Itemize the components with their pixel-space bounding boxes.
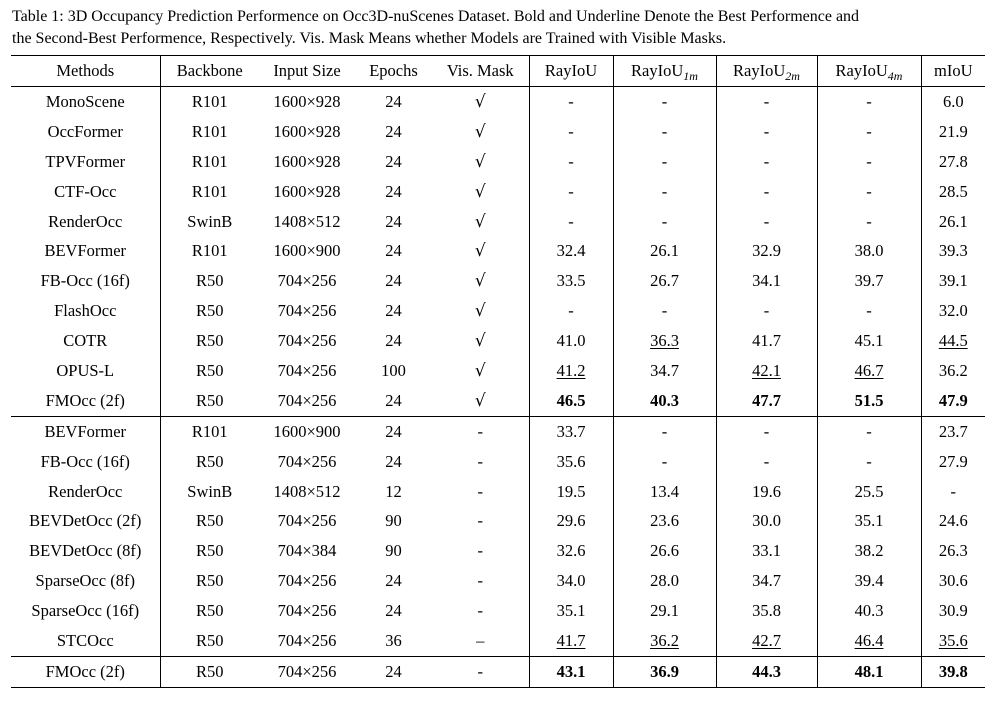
cell-rayiou-4m: - xyxy=(817,147,921,177)
cell-rayiou-1m: - xyxy=(613,207,716,237)
header-rayiou-1m xyxy=(613,56,716,87)
cell-epochs: 24 xyxy=(385,211,402,231)
cell-input-size: 704×256 xyxy=(277,601,337,621)
cell-method: OPUS-L xyxy=(11,356,160,386)
occupancy-results-table xyxy=(11,55,985,688)
cell-method: TPVFormer xyxy=(11,147,160,177)
cell-backbone: R50 xyxy=(195,511,224,531)
header-rayiou-4m-base: RayIoU xyxy=(835,61,888,80)
cell-vis-mask: - xyxy=(432,596,529,626)
cell-rayiou: 19.5 xyxy=(529,477,613,507)
cell-rayiou-4m: 39.7 xyxy=(817,266,921,296)
cell-input-size: 704×256 xyxy=(277,390,337,410)
table-row xyxy=(11,506,985,536)
cell-rayiou-1m: 29.1 xyxy=(613,596,716,626)
header-input-size: Input Size xyxy=(273,61,341,80)
cell-epochs: 24 xyxy=(385,121,402,141)
cell-method: BEVDetOcc (8f) xyxy=(11,536,160,566)
cell-method: OccFormer xyxy=(11,117,160,147)
table-row xyxy=(11,566,985,596)
cell-rayiou-4m: 39.4 xyxy=(817,566,921,596)
table-row xyxy=(11,296,985,326)
cell-vis-mask: - xyxy=(432,506,529,536)
cell-method: FB-Occ (16f) xyxy=(11,266,160,296)
cell-backbone: R50 xyxy=(195,541,224,561)
cell-miou: 21.9 xyxy=(938,121,968,141)
cell-vis-mask: √ xyxy=(432,87,529,117)
cell-rayiou: 46.5 xyxy=(529,386,613,416)
cell-rayiou: 29.6 xyxy=(529,506,613,536)
cell-miou: 30.6 xyxy=(938,571,968,591)
cell-rayiou-1m: 28.0 xyxy=(613,566,716,596)
cell-input-size: 1600×900 xyxy=(259,416,355,446)
cell-vis-mask: √ xyxy=(432,266,529,296)
cell-backbone: R50 xyxy=(195,331,224,351)
cell-vis-mask: √ xyxy=(432,207,529,237)
cell-rayiou: 41.7 xyxy=(529,626,613,656)
header-rayiou-1m-sub: 1m xyxy=(683,69,698,83)
cell-miou: 23.7 xyxy=(921,416,985,446)
cell-epochs: 24 xyxy=(355,656,432,687)
cell-backbone: R101 xyxy=(191,91,228,111)
header-rayiou-4m xyxy=(817,56,921,87)
cell-backbone: R50 xyxy=(195,360,224,380)
cell-method: FlashOcc xyxy=(11,296,160,326)
cell-rayiou-2m: 33.1 xyxy=(716,536,817,566)
cell-vis-mask: - xyxy=(432,566,529,596)
cell-rayiou-1m: 23.6 xyxy=(613,506,716,536)
header-rayiou-4m-sub: 4m xyxy=(887,69,903,83)
cell-vis-mask: - xyxy=(432,536,529,566)
cell-rayiou-2m: - xyxy=(716,117,817,147)
cell-vis-mask: - xyxy=(432,447,529,477)
cell-rayiou-2m: 47.7 xyxy=(716,386,817,416)
cell-backbone: R50 xyxy=(195,630,224,650)
cell-miou: 47.9 xyxy=(938,390,968,410)
cell-backbone: SwinB xyxy=(187,481,233,501)
cell-rayiou-2m: 44.3 xyxy=(716,656,817,687)
cell-input-size: 704×256 xyxy=(277,331,337,351)
cell-method: BEVFormer xyxy=(11,416,160,446)
cell-input-size: 1600×928 xyxy=(273,181,341,201)
cell-rayiou-4m: - xyxy=(817,207,921,237)
table-row xyxy=(11,177,985,207)
cell-rayiou: - xyxy=(529,147,613,177)
cell-backbone: R101 xyxy=(191,181,228,201)
cell-rayiou-2m: - xyxy=(716,416,817,446)
cell-rayiou-1m: - xyxy=(613,177,716,207)
cell-rayiou-1m: - xyxy=(613,87,716,117)
cell-rayiou-2m: 34.1 xyxy=(716,266,817,296)
cell-vis-mask: √ xyxy=(432,177,529,207)
caption-line-2: the Second-Best Performence, Respectively. Vis. Mask Means whether Models are Trained with Visible Masks. xyxy=(12,30,727,47)
cell-rayiou-4m: 51.5 xyxy=(817,386,921,416)
cell-input-size: 704×256 xyxy=(277,360,337,380)
cell-rayiou-2m: 42.7 xyxy=(716,626,817,656)
cell-rayiou: 43.1 xyxy=(529,656,613,687)
header-rayiou: RayIoU xyxy=(529,56,613,87)
cell-method: RenderOcc xyxy=(11,477,160,507)
cell-miou: 44.5 xyxy=(938,331,968,351)
cell-rayiou-4m: 38.0 xyxy=(817,236,921,266)
cell-backbone: R50 xyxy=(195,301,224,321)
cell-miou: 28.5 xyxy=(938,181,968,201)
cell-vis-mask: √ xyxy=(432,386,529,416)
cell-input-size: 704×256 xyxy=(277,451,337,471)
cell-method: SparseOcc (16f) xyxy=(11,596,160,626)
table-row xyxy=(11,117,985,147)
cell-miou: 27.8 xyxy=(938,151,968,171)
table-row xyxy=(11,477,985,507)
cell-epochs: 24 xyxy=(385,271,402,291)
cell-rayiou-4m: 45.1 xyxy=(817,326,921,356)
cell-rayiou: 41.0 xyxy=(529,326,613,356)
cell-input-size: 704×256 xyxy=(277,571,337,591)
cell-input-size: 704×256 xyxy=(259,656,355,687)
cell-rayiou-1m: 36.2 xyxy=(613,626,716,656)
cell-rayiou-1m: 40.3 xyxy=(613,386,716,416)
cell-rayiou-1m: 36.9 xyxy=(613,656,716,687)
cell-vis-mask: √ xyxy=(432,147,529,177)
cell-rayiou-4m: 35.1 xyxy=(817,506,921,536)
cell-rayiou-2m: 32.9 xyxy=(716,236,817,266)
cell-backbone: R101 xyxy=(191,241,228,261)
table-row xyxy=(11,326,985,356)
table-header-row xyxy=(11,56,985,87)
cell-rayiou: 33.5 xyxy=(529,266,613,296)
cell-method: RenderOcc xyxy=(11,207,160,237)
cell-rayiou-4m: - xyxy=(817,87,921,117)
header-rayiou-2m-base: RayIoU xyxy=(733,61,786,80)
cell-rayiou-1m: - xyxy=(613,416,716,446)
table-caption xyxy=(12,6,987,50)
cell-rayiou-1m: 26.6 xyxy=(613,536,716,566)
cell-miou: 24.6 xyxy=(938,511,968,531)
caption-line-1: Table 1: 3D Occupancy Prediction Performence on Occ3D-nuScenes Dataset. Bold and Underline Denote the Best Performence and xyxy=(12,8,860,25)
table-row xyxy=(11,416,985,446)
header-rayiou-2m xyxy=(716,56,817,87)
cell-input-size: 704×256 xyxy=(277,301,337,321)
cell-epochs: 24 xyxy=(385,601,402,621)
table-row xyxy=(11,147,985,177)
cell-rayiou-1m: - xyxy=(613,147,716,177)
cell-epochs: 24 xyxy=(355,416,432,446)
table-row xyxy=(11,626,985,656)
cell-rayiou-4m: 40.3 xyxy=(817,596,921,626)
cell-backbone: R50 xyxy=(160,656,259,687)
table-row xyxy=(11,356,985,386)
cell-miou: 26.1 xyxy=(938,211,968,231)
cell-backbone: R50 xyxy=(195,451,224,471)
header-rayiou-1m-base: RayIoU xyxy=(631,61,684,80)
cell-miou: 6.0 xyxy=(942,91,964,111)
cell-rayiou-2m: - xyxy=(716,147,817,177)
table-row xyxy=(11,386,985,416)
cell-epochs: 100 xyxy=(381,360,406,380)
cell-epochs: 24 xyxy=(385,571,402,591)
cell-rayiou-4m: 25.5 xyxy=(817,477,921,507)
cell-method: BEVDetOcc (2f) xyxy=(11,506,160,536)
cell-rayiou-4m: - xyxy=(817,416,921,446)
cell-method: STCOcc xyxy=(11,626,160,656)
cell-epochs: 24 xyxy=(385,181,402,201)
cell-input-size: 704×256 xyxy=(277,271,337,291)
cell-rayiou-4m: - xyxy=(817,117,921,147)
cell-epochs: 24 xyxy=(385,451,402,471)
cell-vis-mask: √ xyxy=(432,117,529,147)
cell-backbone: SwinB xyxy=(187,211,233,231)
cell-rayiou-2m: - xyxy=(716,87,817,117)
cell-rayiou-2m: 30.0 xyxy=(716,506,817,536)
cell-backbone: R50 xyxy=(195,571,224,591)
cell-method: SparseOcc (8f) xyxy=(11,566,160,596)
table-row xyxy=(11,596,985,626)
cell-method: FMOcc (2f) xyxy=(11,656,160,687)
cell-vis-mask: - xyxy=(432,656,529,687)
cell-rayiou: 41.2 xyxy=(529,356,613,386)
cell-epochs: 12 xyxy=(385,481,402,501)
cell-epochs: 24 xyxy=(385,241,402,261)
cell-miou: 32.0 xyxy=(938,301,968,321)
cell-rayiou-2m: 35.8 xyxy=(716,596,817,626)
cell-rayiou: - xyxy=(529,177,613,207)
cell-rayiou: 35.1 xyxy=(529,596,613,626)
cell-input-size: 1600×900 xyxy=(273,241,341,261)
cell-rayiou-1m: 13.4 xyxy=(613,477,716,507)
cell-rayiou-4m: - xyxy=(817,447,921,477)
cell-rayiou: - xyxy=(529,117,613,147)
table-row xyxy=(11,656,985,687)
cell-rayiou-1m: 26.7 xyxy=(613,266,716,296)
cell-epochs: 24 xyxy=(385,331,402,351)
cell-miou: 36.2 xyxy=(938,360,968,380)
cell-method: CTF-Occ xyxy=(11,177,160,207)
cell-rayiou: - xyxy=(529,296,613,326)
cell-backbone: R101 xyxy=(191,121,228,141)
cell-backbone: R101 xyxy=(160,416,259,446)
cell-method: BEVFormer xyxy=(11,236,160,266)
cell-rayiou-1m: - xyxy=(613,117,716,147)
cell-backbone: R50 xyxy=(195,390,224,410)
cell-input-size: 1600×928 xyxy=(273,91,341,111)
table-row xyxy=(11,266,985,296)
cell-epochs: 90 xyxy=(385,541,402,561)
cell-miou: 39.3 xyxy=(938,241,968,261)
cell-miou: 39.1 xyxy=(938,271,968,291)
cell-input-size: 1600×928 xyxy=(273,151,341,171)
cell-rayiou-1m: - xyxy=(613,296,716,326)
header-miou: mIoU xyxy=(934,61,973,80)
cell-rayiou: - xyxy=(529,87,613,117)
cell-epochs: 36 xyxy=(385,630,402,650)
table-row xyxy=(11,536,985,566)
cell-rayiou: 32.6 xyxy=(529,536,613,566)
cell-method: MonoScene xyxy=(11,87,160,117)
cell-rayiou-4m: - xyxy=(817,296,921,326)
cell-rayiou-2m: - xyxy=(716,447,817,477)
cell-epochs: 24 xyxy=(385,390,402,410)
table-row xyxy=(11,447,985,477)
cell-vis-mask: - xyxy=(432,477,529,507)
cell-method: COTR xyxy=(11,326,160,356)
cell-miou: - xyxy=(950,481,956,501)
cell-rayiou-2m: 42.1 xyxy=(716,356,817,386)
cell-vis-mask: – xyxy=(432,626,529,656)
header-backbone: Backbone xyxy=(176,61,243,80)
cell-epochs: 90 xyxy=(385,511,402,531)
cell-epochs: 24 xyxy=(385,151,402,171)
cell-rayiou-4m: - xyxy=(817,177,921,207)
header-rayiou-2m-sub: 2m xyxy=(785,69,800,83)
cell-rayiou: 34.0 xyxy=(529,566,613,596)
cell-rayiou-1m: - xyxy=(613,447,716,477)
cell-rayiou-2m: 34.7 xyxy=(716,566,817,596)
header-epochs: Epochs xyxy=(369,61,418,80)
cell-backbone: R101 xyxy=(191,151,228,171)
cell-rayiou-4m: 46.7 xyxy=(817,356,921,386)
cell-backbone: R50 xyxy=(195,601,224,621)
cell-rayiou-2m: - xyxy=(716,177,817,207)
cell-rayiou-1m: 36.3 xyxy=(613,326,716,356)
cell-input-size: 1408×512 xyxy=(273,481,341,501)
table-row xyxy=(11,207,985,237)
cell-miou: 39.8 xyxy=(921,656,985,687)
cell-rayiou-1m: 34.7 xyxy=(613,356,716,386)
cell-rayiou-4m: 48.1 xyxy=(817,656,921,687)
cell-vis-mask: - xyxy=(432,416,529,446)
header-vis-mask: Vis. Mask xyxy=(432,56,529,87)
cell-rayiou-2m: 41.7 xyxy=(716,326,817,356)
cell-vis-mask: √ xyxy=(432,236,529,266)
cell-rayiou-2m: - xyxy=(716,207,817,237)
cell-method: FB-Occ (16f) xyxy=(11,447,160,477)
cell-rayiou-4m: 38.2 xyxy=(817,536,921,566)
cell-vis-mask: √ xyxy=(432,356,529,386)
cell-epochs: 24 xyxy=(385,301,402,321)
cell-rayiou-4m: 46.4 xyxy=(817,626,921,656)
cell-rayiou-2m: 19.6 xyxy=(716,477,817,507)
cell-input-size: 704×256 xyxy=(277,630,337,650)
cell-vis-mask: √ xyxy=(432,326,529,356)
cell-input-size: 1408×512 xyxy=(273,211,341,231)
cell-rayiou-1m: 26.1 xyxy=(613,236,716,266)
cell-backbone: R50 xyxy=(195,271,224,291)
table-row xyxy=(11,236,985,266)
table-row xyxy=(11,87,985,117)
cell-rayiou: - xyxy=(529,207,613,237)
cell-input-size: 704×256 xyxy=(277,511,337,531)
cell-input-size: 704×384 xyxy=(277,541,337,561)
cell-vis-mask: √ xyxy=(432,296,529,326)
cell-rayiou: 35.6 xyxy=(529,447,613,477)
header-methods: Methods xyxy=(11,56,160,87)
cell-rayiou: 32.4 xyxy=(529,236,613,266)
cell-rayiou-2m: - xyxy=(716,296,817,326)
cell-miou: 35.6 xyxy=(938,630,968,650)
cell-miou: 30.9 xyxy=(938,601,968,621)
cell-rayiou: 33.7 xyxy=(529,416,613,446)
cell-miou: 27.9 xyxy=(938,451,968,471)
cell-method: FMOcc (2f) xyxy=(11,386,160,416)
cell-miou: 26.3 xyxy=(938,541,968,561)
cell-input-size: 1600×928 xyxy=(273,121,341,141)
cell-epochs: 24 xyxy=(385,91,402,111)
